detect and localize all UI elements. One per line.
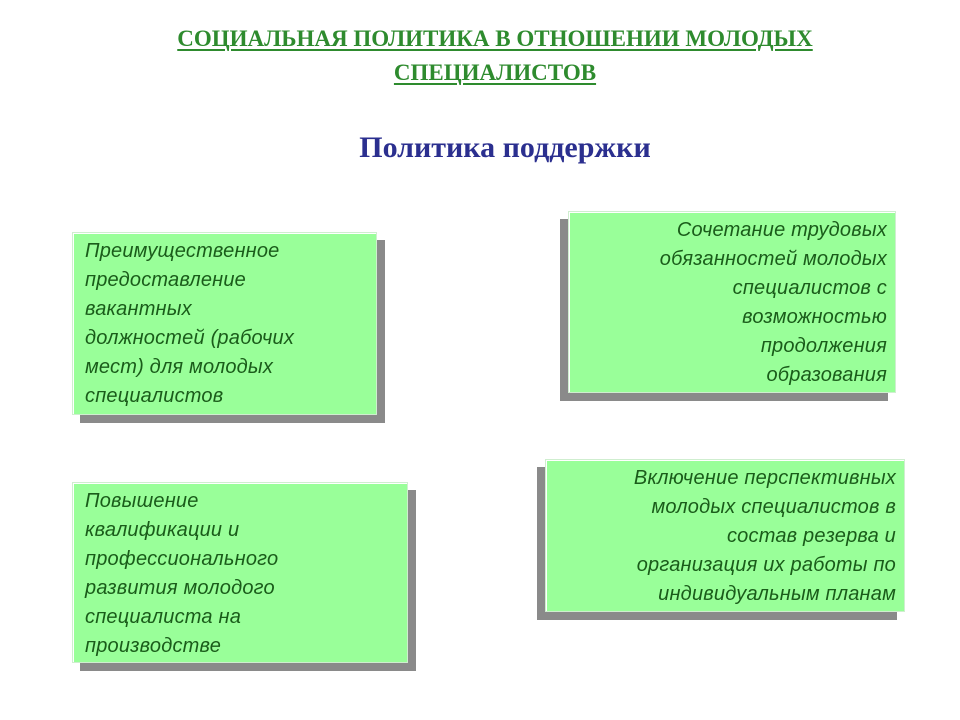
- slide-title: [100, 22, 890, 90]
- card-bottom-left: Повышение квалификации и профессионального развития молодого специалиста на производстве: [72, 482, 408, 663]
- title-line-2: СПЕЦИАЛИСТОВ: [393, 60, 597, 85]
- card-bottom-right: Включение перспективных молодых специалистов в состав резерва и организация их работы по индивидуальным планам: [545, 459, 905, 612]
- card-top-left: Преимущественное предоставление вакантных должностей (рабочих мест) для молодых специалистов: [72, 232, 377, 415]
- card-top-right: Сочетание трудовых обязанностей молодых специалистов с возможностью продолжения образования: [568, 211, 896, 393]
- slide-subtitle: Политика поддержки: [359, 131, 651, 164]
- title-line-1: СОЦИАЛЬНАЯ ПОЛИТИКА В ОТНОШЕНИИ МОЛОДЫХ: [177, 26, 813, 51]
